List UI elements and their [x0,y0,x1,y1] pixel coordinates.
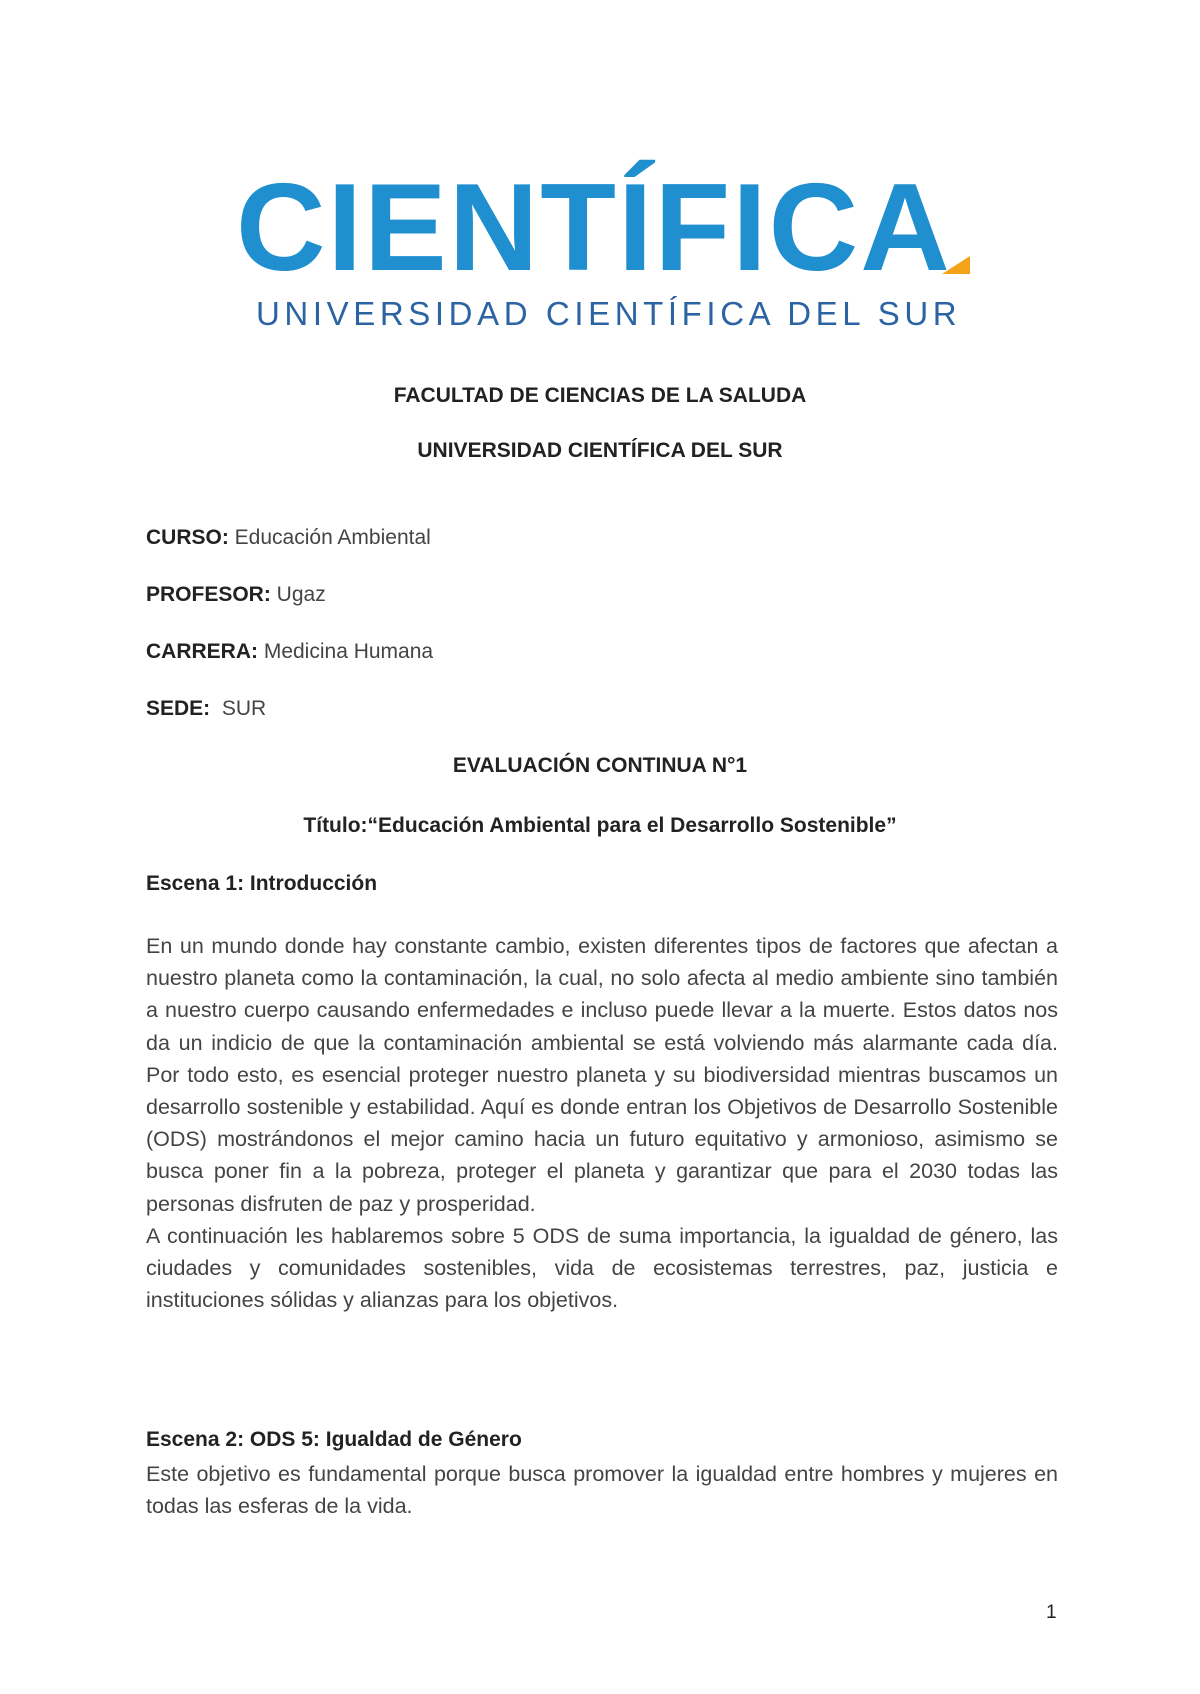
scene2-heading: Escena 2: ODS 5: Igualdad de Género [146,1428,522,1451]
field-campus [146,697,266,721]
faculty-heading: FACULTAD DE CIENCIAS DE LA SALUDA [393,384,807,407]
field-professor [146,583,326,607]
field-course-value: Educación Ambiental [228,526,431,549]
scene1-paragraph-1: En un mundo donde hay constante cambio, existen diferentes tipos de factores que afectan a nuestro planeta como la contaminación, la cual, no solo afecta al medio ambiente sino también a nuestro cuerpo causando enfermedades e incluso puede llevar a la muerte. Estos datos nos da un indicio de que la contaminación ambiental se está volviendo más alarmante cada día. Por todo esto, es esencial proteger nuestro planeta y su biodiversidad mientras buscamos un desarrollo sostenible y estabilidad. Aquí es donde entran los Objetivos de Desarrollo Sostenible (ODS) mostrándonos el mejor camino hacia un futuro equitativo y armonioso, asimismo se busca poner fin a la pobreza, proteger el planeta y garantizar que para el 2030 todas las personas disfruten de paz y prosperidad. [146,934,1058,1216]
scene2-paragraph: Este objetivo es fundamental porque busca promover la igualdad entre hombres y mujeres en todas las esferas de la vida. [146,1462,1058,1519]
evaluation-heading: EVALUACIÓN CONTINUA N°1 [452,754,748,777]
document-title: Título:“Educación Ambiental para el Desarrollo Sostenible” [303,814,897,837]
page-number: 1 [1046,1602,1057,1623]
field-career-value: Medicina Humana [258,640,434,663]
logo-wordmark: CIENTÍFICA [236,159,952,297]
field-course [146,526,431,550]
university-heading: UNIVERSIDAD CIENTÍFICA DEL SUR [417,439,783,462]
field-career-label: CARRERA: [146,640,258,663]
field-campus-label: SEDE: [146,697,211,720]
field-professor-value: Ugaz [270,583,326,606]
scene1-body [146,930,1058,1316]
field-career [146,640,433,664]
field-professor-label: PROFESOR: [146,583,271,606]
logo-subtitle: UNIVERSIDAD CIENTÍFICA DEL SUR [256,295,962,332]
scene2-body [146,1458,1058,1522]
logo-accent-mark [942,256,970,274]
scene1-heading: Escena 1: Introducción [146,872,378,895]
field-course-label: CURSO: [146,526,229,549]
field-campus-value: SUR [210,697,267,720]
scene1-paragraph-2: A continuación les hablaremos sobre 5 ODS de suma importancia, la igualdad de género, las ciudades y comunidades sostenibles, vida de ecosistemas terrestres, paz, justicia e instituciones sólidas y alianzas para los objetivos. [146,1223,1058,1313]
